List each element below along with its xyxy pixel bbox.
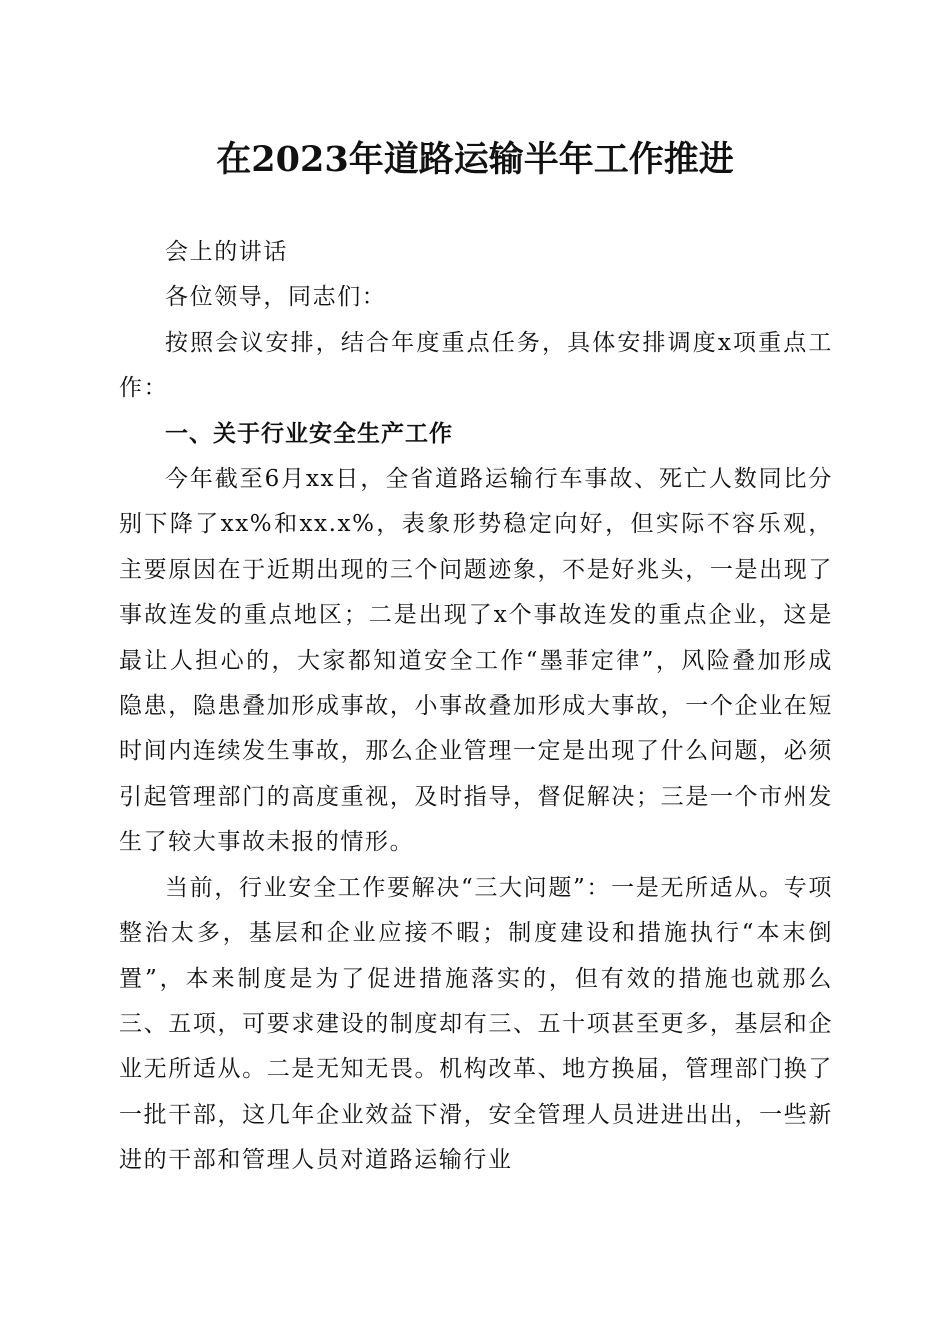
document-title: 在2023年道路运输半年工作推进 — [216, 139, 734, 180]
document-body — [119, 230, 833, 1184]
body-paragraph-1: 今年截至6月xx日，全省道路运输行车事故、死亡人数同比分别下降了xx%和xx.x%，表象形势稳定向好，但实际不容乐观，主要原因在于近期出现的三个问题迹象，不是好兆头，一是出现了事故连发的重点地区；二是出现了x个事故连发的重点企业，这是最让人担心的，大家都知道安全工作“墨菲定律”，风险叠加形成隐患，隐患叠加形成事故，小事故叠加形成大事故，一个企业在短时间内连续发生事故，那么企业管理一定是出现了什么问题，必须引起管理部门的高度重视，及时指导，督促解决；三是一个市州发生了较大事故未报的情形。 — [119, 466, 833, 856]
subtitle-line: 会上的讲话 — [165, 239, 288, 265]
intro-paragraph: 按照会议安排，结合年度重点任务，具体安排调度x项重点工作： — [119, 329, 833, 402]
body-paragraph-2: 当前，行业安全工作要解决“三大问题”：一是无所适从。专项整治太多，基层和企业应接不暇；制度建设和措施执行“本末倒置”，本来制度是为了促进措施落实的，但有效的措施也就那么三、五项，可要求建设的制度却有三、五十项甚至更多，基层和企业无所适从。二是无知无畏。机构改革、地方换届，管理部门换了一批干部，这几年企业效益下滑，安全管理人员进进出出，一些新进的干部和管理人员对道路运输行业 — [119, 874, 833, 1174]
section-heading: 一、关于行业安全生产工作 — [165, 420, 453, 447]
salutation: 各位领导，同志们： — [165, 284, 387, 311]
